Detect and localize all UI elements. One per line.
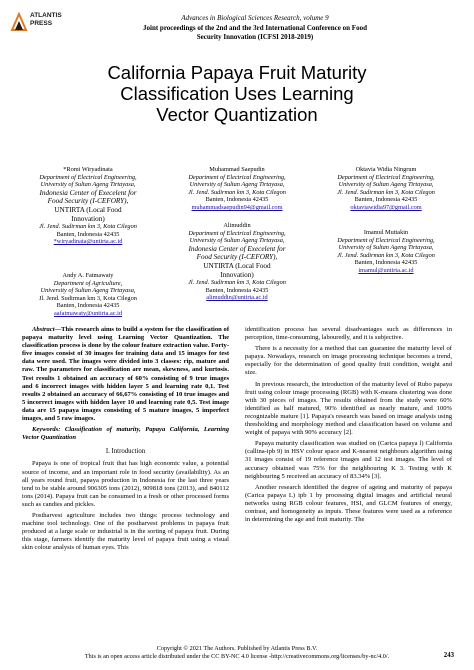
author-address: Jl. Jend. Sudirman km 3, Kota Cilegon: [39, 294, 137, 302]
author-email-link[interactable]: muhammadsaepudin94@gmail.com: [191, 203, 283, 211]
journal-line: Advances in Biological Sciences Research, volume 9: [181, 14, 329, 22]
paper-title: [60, 62, 414, 125]
page-footer: [20, 645, 454, 661]
keywords: [22, 426, 229, 442]
author-univ: University of Sultan Ageng Tirtayasa,: [189, 181, 285, 189]
author-dept: Department of Electrical Engineering,: [188, 173, 286, 181]
abstract-label: Abstract: [32, 326, 55, 333]
logo-text: [30, 12, 62, 28]
logo-line2: PRESS: [30, 20, 53, 27]
paragraph: There is a necessity for a method that can guarantee the maturity level of papaya. Nowadays, research on image processing technique becomes a trend, especially for the determination of good quality fruit condition, weight and size.: [245, 345, 452, 377]
abstract-text: —This research aims to build a system for the classification of papaya maturity level using Learning Vector Quantization. The classification process is done by the colour feature extraction value. Forty-five images consist of 30 images for training data and 15 images for test data were used. The images were divided into 3 classes: rip, mature and raw. The parameters for classification are mean, skewness, and kurtosis. Test results 1 obtained an accuracy of 60% consisting of 9 true images and 6 incorrect images with hidden layer 5 and learning rate 0,1. Test results 2 obtained an accuracy of 66,67% consisting of 10 true images and 5 incorrect images with hidden layer 10 and learning rate 0,5. Test image data are 15 papaya images consisting of 5 mature images, 5 imperfect images, and 5 raw images.: [22, 326, 229, 423]
author-address: Jl. Jend. Sudirman km 3, Kota Cilegon: [337, 251, 435, 259]
author-univ: University of Sultan Ageng Tirtayasa,: [40, 287, 136, 295]
author-center: Food Security (I-CEFORY),: [196, 253, 278, 262]
author-email-link[interactable]: oktaviawidia97@gmail.com: [350, 203, 422, 211]
author-name: Muhammad Saepudin: [209, 166, 265, 173]
author-block-1: [18, 166, 158, 246]
author-email-link[interactable]: *wiryadinata@untirta.ac.id: [53, 238, 123, 246]
abstract: [22, 326, 229, 423]
paragraph: Papaya is one of tropical fruit that has high economic value, a potential source of income, and an important role in food security (availability). As an all years round fruit, papaya production in Indonesia for the last three years tend to be stable around 906305 tons (2012), 909818 tons (2013), and 840112 tons (2014). Papaya fruit can be consumed in a fresh or other processed forms such as candies and pickles.: [22, 460, 229, 508]
paragraph: Postharvest agriculture includes two things: process technology and machine tool technology. One of the postharvest problems in papaya fruit produced at a large scale or industrial is in the sorting of papaya fruit. During this stage, farmers identify the maturity level of papaya fruit using a visual skin colour analysis of human eyes. This: [22, 511, 229, 552]
author-center: UNTIRTA (Local Food: [54, 205, 122, 214]
paragraph: identification process has several disadvantages such as differences in perception, time-consuming, labouredly, and it is subjective.: [245, 326, 452, 342]
author-univ: University of Sultan Ageng Tirtayasa,: [40, 181, 136, 189]
author-address: Banten, Indonesia 42435: [354, 259, 418, 267]
author-address: Jl. Jend. Sudirman km 3, Kota Cilegon: [337, 188, 435, 196]
author-address: Banten, Indonesia 42435: [354, 196, 418, 204]
author-address: Banten, Indonesia 42435: [56, 302, 120, 310]
author-center: UNTIRTA (Local Food: [203, 261, 271, 270]
author-email-link[interactable]: imamul@untirta.ac.id: [358, 266, 414, 274]
author-email-link[interactable]: aafatmawaty@untirta.ac.id: [53, 309, 123, 317]
keywords-text: Classification of maturity, Papaya California, Learning Vector Quantization: [22, 426, 229, 442]
author-email-link[interactable]: alimuddin@untirta.ac.id: [206, 294, 268, 302]
author-address: Banten, Indonesia 42435: [56, 230, 120, 238]
author-center: Indonesia Center of Execelent for: [188, 244, 286, 253]
license-line: This is an open access article distributed under the CC BY-NC 4.0 license -http://creativecommons.org/licenses/by-nc/4.0/.: [84, 652, 390, 660]
author-address: Banten, Indonesia 42435: [205, 196, 269, 204]
author-name: Alimuddin: [223, 222, 251, 229]
paragraph: Papaya maturity classification was studied on (Carica papaya l) California (callina-ipb 9) in HSV colour space and K-nearest neighbours algorithm using 31 images consist of 19 reference images and 12 test images. The level of accuracy obtained was 75% for the neighbouring K 3. Testing with K neighbouring 5 received an accuracy of 83.34% [3].: [245, 440, 452, 480]
author-block-4: [167, 222, 307, 302]
author-name: *Romi Wiryadinata: [63, 166, 113, 173]
author-block-5: [316, 229, 456, 275]
author-address: Jl. Jend. Sudirman km 3, Kota Cilegon: [188, 188, 286, 196]
author-block-6: [18, 272, 158, 318]
right-column: [245, 326, 452, 527]
running-header: [105, 14, 405, 43]
author-center: Indonesia Center of Execelent for: [39, 188, 137, 197]
author-center: Innovation): [71, 214, 105, 223]
author-name: Imamul Muttakin: [363, 229, 409, 236]
paragraph: In previous research, the introduction of the maturity level of Rubo papaya fruit using colour image processing (RGB) with K-means clustering was done with 30 pieces of images. The results obtained from the study were 60% identified as half matured, 90% identified as nearly mature, and 100% recognizable mature [1]. Papaya's research was based on image analysis using thresholding and morphology method and classification based on volume and weight of papaya with 90% accuracy [2].: [245, 380, 452, 437]
left-column: [22, 326, 229, 555]
author-dept: Department of Electrical Engineering,: [337, 236, 435, 244]
title-line-3: Vector Quantization: [156, 104, 318, 125]
copyright-line: Copyright © 2021 The Authors. Published by Atlantis Press B.V.: [156, 645, 318, 652]
author-dept: Department of Electrical Engineering,: [39, 173, 137, 181]
author-univ: University of Sultan Ageng Tirtayasa,: [338, 181, 434, 189]
author-address: Banten, Indonesia 42435: [205, 286, 269, 294]
atlantis-logo-icon: [10, 12, 28, 32]
author-center: Innovation): [220, 270, 254, 279]
author-name: Oktavia Widia Ningrum: [355, 166, 417, 173]
author-address: Jl. Jend. Sudirman km 3, Kota Cilegon: [39, 223, 137, 231]
author-dept: Department of Electrical Engineering,: [188, 229, 286, 237]
proceedings-line: Joint proceedings of the 2nd and the 3rd International Conference on Food: [143, 23, 367, 32]
publisher-logo: [10, 10, 62, 36]
author-dept: Department of Agriculture,: [53, 279, 123, 287]
author-block-2: [167, 166, 307, 212]
logo-line1: ATLANTIS: [30, 12, 62, 19]
section-heading: I. Introduction: [105, 448, 146, 456]
author-address: Jl. Jend. Sudirman km 3, Kota Cilegon: [188, 279, 286, 287]
keywords-label: Keywords:: [32, 426, 61, 434]
author-center: Food Security (I-CEFORY),: [47, 197, 129, 206]
title-line-2: Classification Uses Learning: [120, 83, 354, 104]
conference-line: Security Innovation (ICFSI 2018-2019): [196, 33, 314, 41]
author-univ: University of Sultan Ageng Tirtayasa,: [338, 244, 434, 252]
page-number: 243: [443, 652, 454, 659]
author-block-3: [316, 166, 456, 212]
paragraph: Another research identified the degree of ageing and maturity of papaya (Carica papaya L) ipb 1 by processing digital images and artificial neural networks using RGB colour features, HSI, and GLCM features of energy, contrast, and homogeneity as inputs. These features were used as a reference in determining the age and fruit maturity. The: [245, 483, 452, 524]
title-line-1: California Papaya Fruit Maturity: [107, 62, 367, 83]
author-univ: University of Sultan Ageng Tirtayasa,: [189, 237, 285, 245]
author-dept: Department of Electrical Engineering,: [337, 173, 435, 181]
author-name: Andy A. Fatmawaty: [62, 272, 114, 279]
